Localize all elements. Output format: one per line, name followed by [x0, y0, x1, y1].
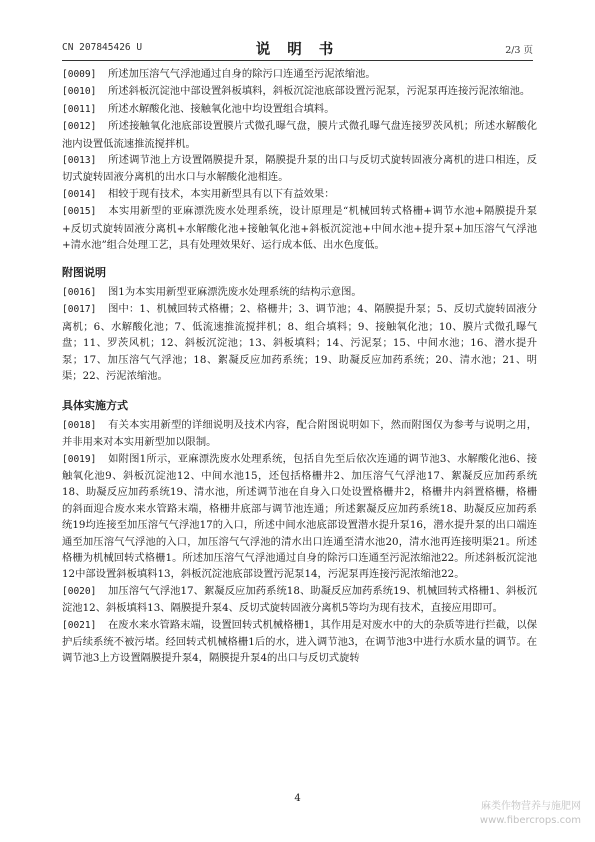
paragraph — [62, 83, 537, 100]
watermark-line-2: www.fibercrops.com — [479, 815, 581, 826]
paragraph — [62, 301, 537, 384]
paragraph — [62, 451, 537, 583]
paragraph-number: [0011] — [62, 103, 97, 115]
paragraph-number: [0017] — [62, 304, 97, 316]
document-body — [62, 66, 537, 667]
paragraph-text: 有关本实用新型的详细说明及技术内容，配合附图说明如下，然而附图仅为参考与说明之用，并非用来对本实用新型加以限制。 — [62, 418, 537, 449]
paragraph-number: [0015] — [62, 206, 97, 218]
paragraph-text: 所述调节池上方设置隔膜提升泵，隔膜提升泵的出口与反切式旋转固液分离机的进口相连，反切式旋转固液分离机的出水口与水解酸化池相连。 — [62, 154, 537, 184]
section-title-drawings: 附图说明 — [62, 266, 106, 280]
patent-number: CN 207845426 U — [62, 42, 143, 53]
paragraph — [62, 203, 537, 253]
paragraph — [62, 152, 537, 186]
paragraph — [62, 186, 537, 203]
paragraph-number: [0021] — [62, 619, 97, 631]
paragraph-text: 图1为本实用新型亚麻漂洗废水处理系统的结构示意图。 — [108, 285, 362, 298]
page-number: 4 — [294, 793, 301, 804]
watermark-line-1: 麻类作物营养与施肥网 — [481, 801, 581, 812]
paragraph-number: [0018] — [62, 419, 97, 431]
paragraph — [62, 101, 537, 118]
paragraph-text: 本实用新型的亚麻漂洗废水处理系统，设计原理是“机械回转式格栅+调节水池+隔膜提升泵+反切式旋转固液分离机+水解酸化池+接触氧化池+斜板沉淀池+中间水池+提升泵+加压溶气气浮池+清水池”组合处理工艺，具有处理效果好、运行成本低、出水色度低。 — [62, 205, 537, 252]
watermark — [480, 800, 581, 828]
paragraph-text: 所述加压溶气气浮池通过自身的除污口连通至污泥浓缩池。 — [108, 68, 376, 80]
paragraph-group-summary — [62, 66, 537, 253]
paragraph — [62, 284, 537, 301]
paragraph — [62, 417, 537, 451]
page-indicator: 2/3 页 — [505, 45, 533, 56]
paragraph-number: [0014] — [62, 188, 97, 200]
paragraph-text: 如附图1所示，亚麻漂洗废水处理系统，包括自先至后依次连通的调节池3、水解酸化池6、接触氧化池9、斜板沉淀池12、中间水池15，还包括格栅井2、加压溶气气浮池17、絮凝反应加药系统18、助凝反应加药系统19、清水池，所述调节池在自身入口处设置格栅井2，格栅井内斜置格栅，格栅的斜面迎合废水来水管路末端，格栅井底部与调节池连通；所述絮凝反应加药系统18、助凝反应加药系统19均连接至加压溶气气浮池17的入口，所述中间水池底部设置潜水提升泵16，潜水提升泵的出口端连通至加压溶气气浮池的入口，加压溶气气浮池的清水出口连通至清水池20，清水池再连接明渠21。所述格栅为机械回转式格栅1。所述加压溶气气浮池通过自身的除污口连通至污泥浓缩池22。所述斜板沉淀池12中部设置斜板填料13，斜板沉淀池底部设置污泥泵14，污泥泵再连接污泥浓缩池22。 — [62, 452, 537, 581]
paragraph-text: 图中：1、机械回转式格栅；2、格栅井；3、调节池；4、隔膜提升泵；5、反切式旋转固液分离机；6、水解酸化池；7、低流速推流搅拌机；8、组合填料；9、接触氧化池；10、膜片式微孔曝气盘；11、罗茨风机；12、斜板沉淀池；13、斜板填料；14、污泥泵；15、中间水池；16、潜水提升泵；17、加压溶气气浮池；18、絮凝反应加药系统；19、助凝反应加药系统；20、清水池；21、明渠；22、污泥浓缩池。 — [62, 303, 537, 382]
paragraph-text: 在废水来水管路末端，设置回转式机械格栅1，其作用是对废水中的大的杂质等进行拦截，以保护后续系统不被污堵。经回转式机械格栅1后的水，进入调节池3，在调节池3中进行水质水量的调节。在调节池3上方设置隔膜提升泵4，隔膜提升泵4的出口与反切式旋转 — [62, 618, 537, 665]
paragraph-group-embodiment — [62, 417, 537, 667]
paragraph-text: 所述水解酸化池、接触氧化池中均设置组合填料。 — [108, 102, 335, 115]
paragraph-number: [0020] — [62, 585, 97, 597]
document-title: 说 明 书 — [255, 41, 340, 58]
paragraph-text: 相较于现有技术，本实用新型具有以下有益效果： — [108, 187, 335, 200]
paragraph-number: [0009] — [62, 69, 97, 80]
paragraph-number: [0010] — [62, 86, 97, 98]
section-title-embodiment: 具体实施方式 — [62, 399, 128, 413]
paragraph-number: [0016] — [62, 286, 97, 298]
page-header — [62, 38, 533, 61]
paragraph-text: 加压溶气气浮池17、絮凝反应加药系统18、助凝反应加药系统19、机械回转式格栅1、斜板沉淀池12、斜板填料13、隔膜提升泵4、反切式旋转固液分离机5等均为现有技术，直接应用即可。 — [62, 584, 537, 615]
paragraph-text: 所述斜板沉淀池中部设置斜板填料，斜板沉淀池底部设置污泥泵，污泥泵再连接污泥浓缩池。 — [108, 85, 531, 98]
paragraph — [62, 583, 537, 617]
paragraph-text: 所述接触氧化池底部设置膜片式微孔曝气盘，膜片式微孔曝气盘连接罗茨风机；所述水解酸化池内设置低流速推流搅拌机。 — [62, 120, 537, 150]
paragraph-number: [0019] — [62, 453, 97, 465]
paragraph-number: [0012] — [62, 121, 97, 133]
paragraph — [62, 617, 537, 667]
paragraph — [62, 118, 537, 152]
paragraph-number: [0013] — [62, 155, 97, 167]
paragraph-group-drawings — [62, 284, 537, 384]
paragraph — [62, 66, 537, 83]
